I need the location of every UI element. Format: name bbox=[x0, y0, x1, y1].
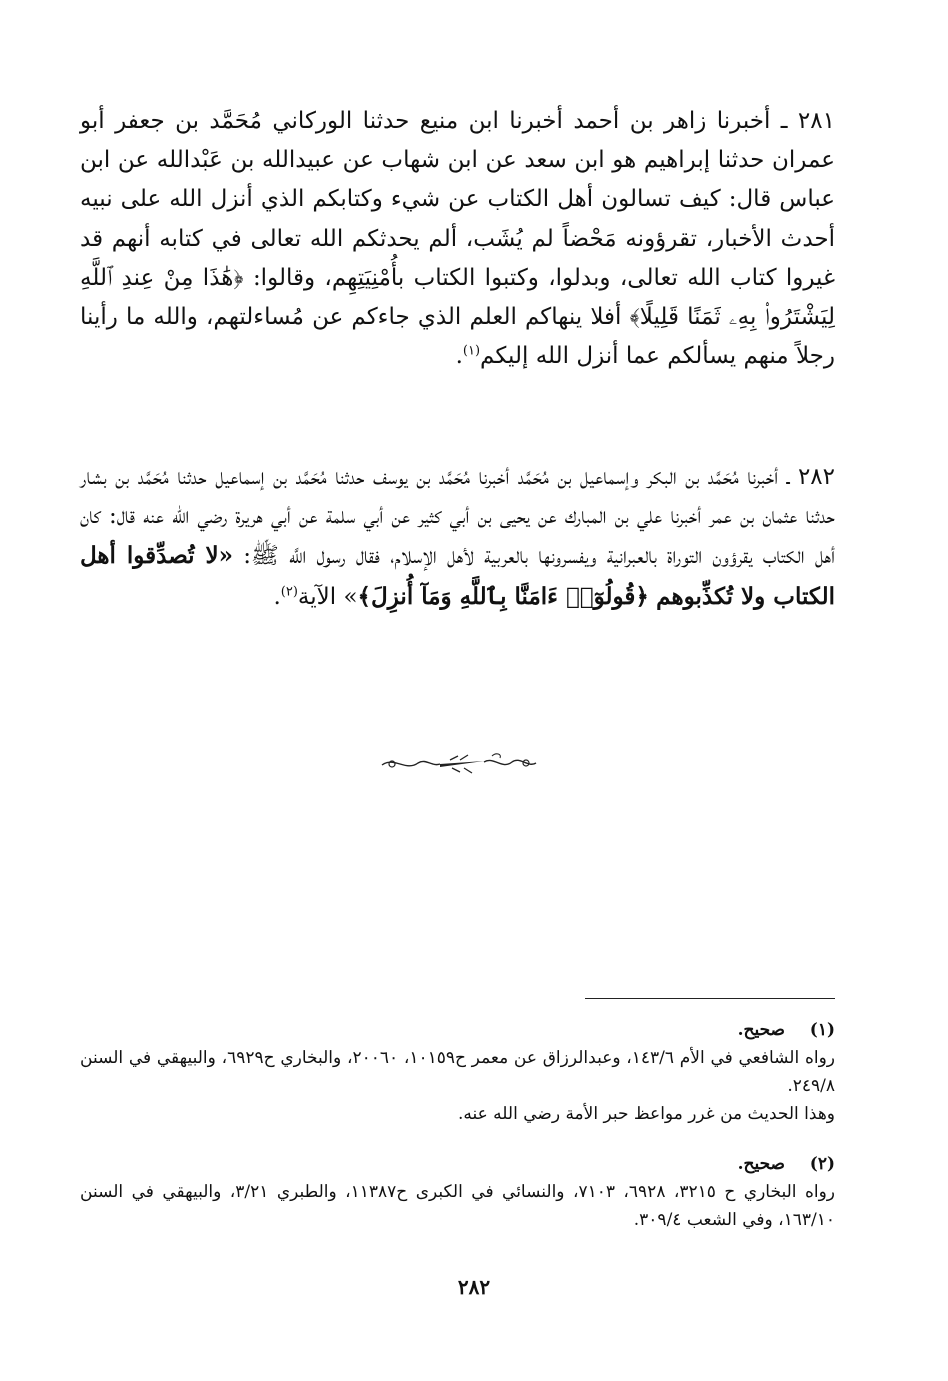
page-number: ٢٨٢ bbox=[457, 1275, 491, 1299]
footnote-ref[interactable]: (١) bbox=[462, 343, 481, 359]
footnote-number: (٢) bbox=[809, 1154, 835, 1174]
quran-quote: ﴿هَٰذَا مِنْ عِندِ ٱللَّهِ لِيَشْتَرُوا۟ بِهِۦ ثَمَنًا قَلِيلًا﴾ bbox=[80, 264, 835, 331]
hadith-text: أخبرنا زاهر بن أحمد أخبرنا ابن منيع حدثنا الوركاني مُحَمَّد بن جعفر أبو عمران حدثنا إبراهيم هو ابن سعد عن ابن شهاب عن عبيدالله بن عَبْدالله عن ابن عباس قال: كيف تسالون أهل الكتاب عن شيء وكتابكم الذي أنزل الله على نبيه أحدث الأخبار، تقرؤونه مَحْضاً لم يُشَب، ألم يحدثكم الله تعالى في كتابه أنهم قد غيروا كتاب الله تعالى، وبدلوا، وكتبوا الكتاب بأُمْنِيَتِهِم، وقالوا: bbox=[80, 108, 836, 291]
footnote-grade: صحيح. bbox=[737, 1154, 785, 1174]
footnote-separator bbox=[585, 998, 835, 999]
ornament-divider bbox=[374, 748, 544, 778]
footnote-1 bbox=[80, 1016, 835, 1128]
footnote-line: رواه البخاري ح ٣٢١٥، ٦٩٢٨، ٧١٠٣، والنسائي في الكبرى ح١١٣٨٧، والطبري ٣/٢١، والبيهقي في السنن ١٦٣/١٠، وفي الشعب ٣٠٩/٤. bbox=[80, 1182, 835, 1230]
footnote-grade: صحيح. bbox=[737, 1020, 785, 1040]
prophetic-quote: «لا تُصدِّقوا أهل الكتاب ولا تُكذِّبوهم bbox=[80, 542, 835, 610]
quran-quote: ﴿قُولُوٓا۟ ءَامَنَّا بِٱللَّهِ وَمَآ أُنزِلَ﴾ bbox=[357, 582, 649, 610]
footnote-heading bbox=[80, 1150, 835, 1178]
quote-end: » الآية bbox=[297, 583, 358, 610]
footnote-heading bbox=[80, 1016, 835, 1044]
footnote-2 bbox=[80, 1150, 835, 1234]
hadith-281: ٢٨١ ـ أخبرنا زاهر بن أحمد أخبرنا ابن منيع حدثنا الوركاني مُحَمَّد بن جعفر أبو عمران حدثنا إبراهيم هو ابن سعد عن ابن شهاب عن عبيدالله بن عَبْدالله عن ابن عباس قال: كيف تسالون أهل الكتاب عن شيء وكتابكم الذي أنزل الله على نبيه أحدث الأخبار، تقرؤونه مَحْضاً لم يُشَب، ألم يحدثكم الله تعالى في كتابه أنهم قد غيروا كتاب الله تعالى، وبدلوا، وكتبوا الكتاب بأُمْنِيَتِهِم، وقالوا: ﴿هَٰذَا مِنْ عِندِ ٱللَّهِ لِيَشْتَرُوا۟ بِهِۦ ثَمَنًا قَلِيلًا﴾ أفلا ينهاكم العلم الذي جاءكم عن مُساءلتهم، والله ما رأينا رجلاً منهم يسألكم عما أنزل الله إليكم$^{(١)}$. bbox=[80, 108, 836, 370]
footnote-number: (١) bbox=[809, 1020, 835, 1040]
hadith-text: أخبرنا مُحَمَّد بن البكر وإسماعيل بن مُحَمَّد أخبرنا مُحَمَّد بن يوسف حدثنا مُحَمَّد بن إسماعيل حدثنا مُحَمَّد بن بشار حدثنا عثمان بن عمر أخبرنا علي بن المبارك عن يحيى بن أبي كثير عن أبي سلمة عن أبي هريرة رضي الله عنه قال: كان أهل الكتاب يقرؤون التوراة بالعبرانية ويفسرونها بالعربية لأهل الإسلام، فقال رسول اللَّه ﷺ: bbox=[80, 464, 835, 570]
footnote-ref[interactable]: (٢) bbox=[280, 583, 298, 599]
footnote-line: وهذا الحديث من غرر مواعظ حبر الأمة رضي الله عنه. bbox=[457, 1104, 835, 1124]
footnote-line: رواه الشافعي في الأم ١٤٣/٦، وعبدالرزاق عن معمر ح١٠١٥٩، ٢٠٠٦٠، والبخاري ح٦٩٢٩، والبيهقي في السنن ٢٤٩/٨. bbox=[80, 1048, 835, 1096]
hadith-number: ٢٨١ ـ bbox=[780, 108, 835, 134]
hadith-number: ٢٨٢ ـ bbox=[786, 464, 835, 490]
hadith-text-continued: أفلا ينهاكم العلم الذي جاءكم عن مُساءلتهم، والله ما رأينا رجلاً منهم يسألكم عما أنزل الله إليكم bbox=[80, 304, 835, 370]
hadith-282: ٢٨٢ ـ أخبرنا مُحَمَّد بن البكر وإسماعيل بن مُحَمَّد أخبرنا مُحَمَّد بن يوسف حدثنا مُحَمَّد بن إسماعيل حدثنا مُحَمَّد بن بشار حدثنا عثمان بن عمر أخبرنا علي بن المبارك عن يحيى بن أبي كثير عن أبي سلمة عن أبي هريرة رضي الله عنه قال: كان أهل الكتاب يقرؤون التوراة بالعبرانية ويفسرونها بالعربية لأهل الإسلام، فقال رسول اللَّه ﷺ: «لا تُصدِّقوا أهل الكتاب ولا تُكذِّبوهم ﴿قُولُوٓا۟ ءَامَنَّا بِٱللَّهِ وَمَآ أُنزِلَ﴾» الآية$^{(٢)}$. bbox=[80, 464, 835, 610]
